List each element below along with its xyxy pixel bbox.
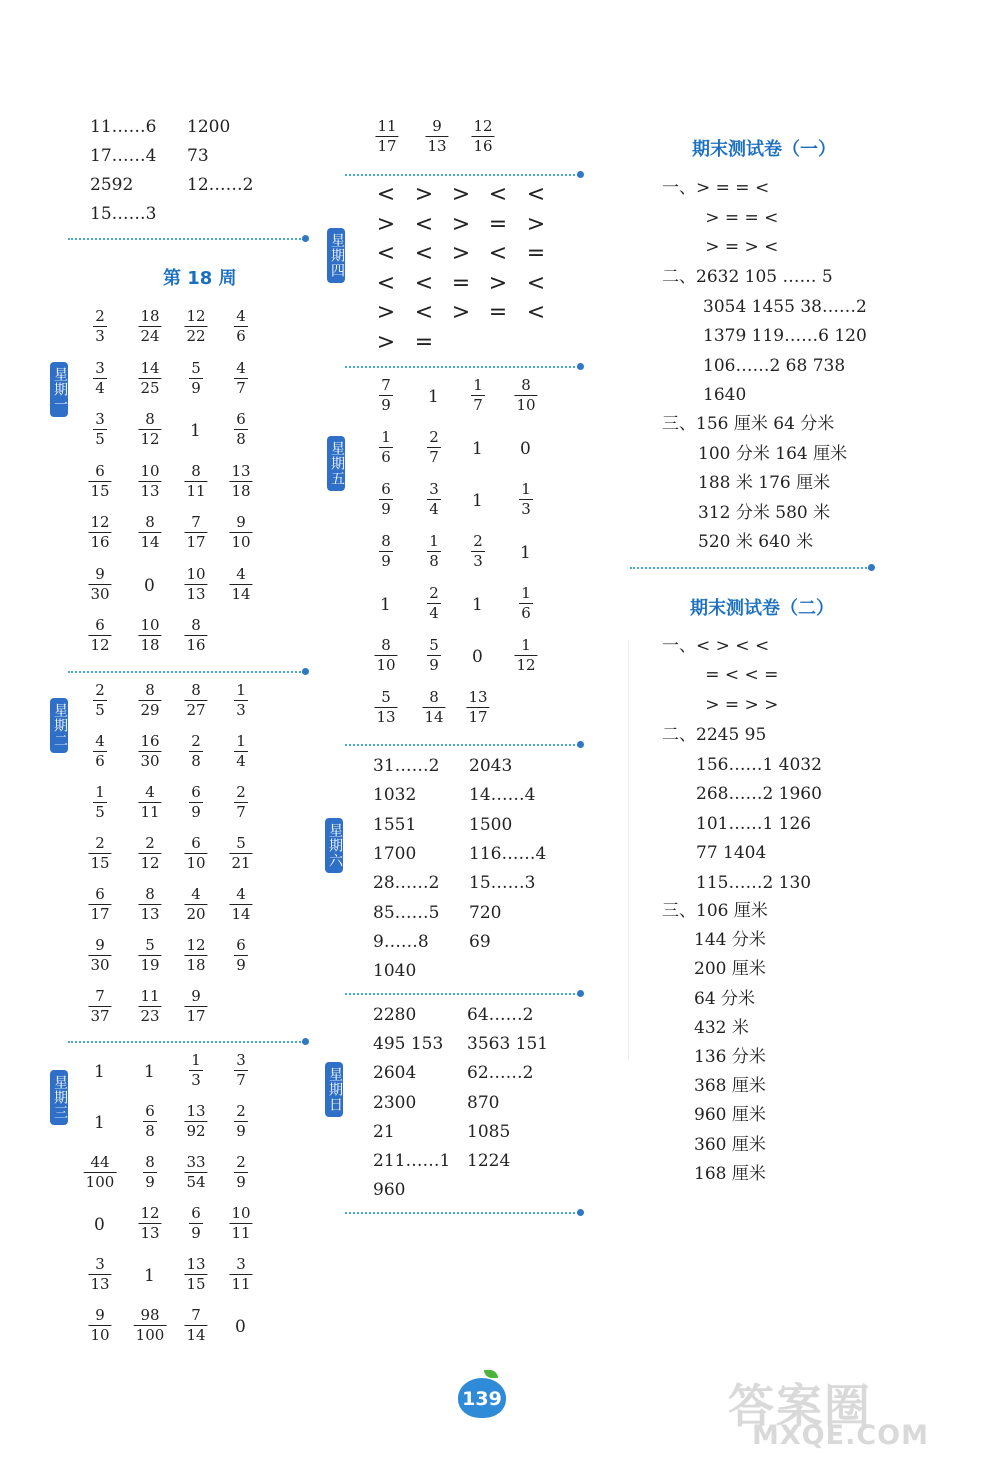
fraction: 6 9 [189, 1205, 203, 1242]
answer-text: 28……2 [373, 873, 440, 894]
fraction: 6 9 [189, 784, 203, 821]
exam1-title: 期末测试卷（一） [692, 139, 836, 160]
answer-text: 62……2 [467, 1063, 534, 1084]
answer-text: 一、> = = < [662, 178, 770, 198]
section-divider [345, 1212, 579, 1214]
fraction: 10 13 [140, 461, 160, 500]
comparison-symbol: < [526, 182, 546, 207]
fraction: 44 100 [85, 1153, 115, 1191]
watermark-brand: 答案圈 [728, 1379, 872, 1433]
fraction: 6 15 [90, 461, 110, 500]
fraction: 4 7 [234, 360, 248, 397]
fraction: 8 10 [516, 376, 536, 414]
section-divider [68, 1041, 304, 1043]
section-divider [68, 671, 304, 673]
fraction: 1 8 [427, 533, 441, 570]
comparison-symbol: > [451, 211, 471, 237]
answer-text: 三、156 厘米 64 分米 [662, 414, 835, 434]
fraction: 2 5 [93, 682, 107, 719]
page-number: 139 [458, 1378, 506, 1418]
fraction: 6 10 [186, 834, 206, 872]
comparison-symbol: < [488, 241, 508, 266]
answer-text: 2300 [373, 1092, 417, 1113]
comparison-symbol: > [451, 182, 471, 207]
fraction: 8 14 [424, 688, 444, 726]
answer-text: 0 [144, 575, 155, 596]
fraction: 6 12 [90, 616, 110, 654]
answer-text: 0 [520, 439, 531, 459]
answer-text: 115……2 130 [696, 872, 812, 893]
answer-text: 2592 [90, 175, 134, 195]
answer-text: 360 厘米 [694, 1134, 766, 1155]
answer-text: 69 [469, 931, 491, 952]
fraction: 3 4 [427, 481, 441, 518]
answer-text: 一、< > < < [662, 636, 770, 656]
fraction: 8 27 [186, 681, 206, 719]
fraction: 9 10 [231, 513, 251, 551]
fraction: 6 8 [234, 411, 248, 448]
answer-text: 1040 [373, 961, 417, 982]
watermark-url: MXQE.COM [752, 1420, 929, 1451]
fraction: 3 13 [90, 1255, 110, 1293]
fraction: 7 14 [186, 1306, 206, 1344]
fraction: 10 11 [231, 1204, 251, 1242]
fraction: 4 6 [234, 308, 248, 345]
fraction: 7 9 [379, 377, 393, 414]
fraction: 9 30 [90, 564, 110, 603]
answer-text: 12……2 [187, 175, 254, 195]
answer-text: 二、2245 95 [662, 725, 767, 745]
fraction: 3 11 [231, 1255, 251, 1293]
fraction: 8 29 [140, 681, 160, 719]
fraction: 2 15 [90, 834, 110, 872]
day-tab-thursday: 星期四 [327, 228, 345, 283]
fraction: 9 30 [90, 936, 110, 974]
answer-text: 100 分米 164 厘米 [698, 443, 848, 464]
comparison-symbol: < [414, 300, 434, 325]
answer-text: 1200 [187, 117, 231, 137]
answer-text: 960 厘米 [694, 1105, 766, 1126]
section-divider [345, 993, 579, 995]
day-tab-sunday: 星期日 [325, 1062, 343, 1117]
fraction: 1 5 [93, 784, 107, 821]
answer-text: 17……4 [90, 146, 157, 166]
answer-text: 2280 [373, 1005, 417, 1025]
fraction: 1 3 [519, 481, 533, 518]
fraction: 13 15 [186, 1255, 206, 1293]
fraction: 13 92 [186, 1102, 206, 1140]
section-divider [630, 567, 870, 569]
fraction: 6 8 [143, 1103, 157, 1140]
fraction: 2 7 [427, 429, 441, 466]
answer-text: 1 [380, 595, 391, 615]
answer-text: > = = < [662, 207, 779, 228]
answer-text: 1 [144, 1062, 155, 1082]
answer-text: 1 [190, 421, 201, 441]
answer-text: 0 [235, 1317, 246, 1337]
day-tab-wednesday: 星期三 [50, 1070, 68, 1125]
fraction: 18 24 [140, 307, 160, 345]
comparison-symbol: < [414, 211, 434, 237]
fraction: 12 18 [186, 936, 206, 974]
answer-text: 1085 [467, 1121, 511, 1142]
fraction: 12 13 [140, 1204, 160, 1242]
fraction: 2 3 [471, 533, 485, 570]
fraction: 3 4 [93, 360, 107, 397]
fraction: 14 25 [140, 358, 160, 397]
answer-text: 11……6 [90, 117, 157, 137]
fraction: 1 4 [234, 733, 248, 770]
fraction: 5 19 [140, 936, 160, 974]
answer-text: 1 [428, 387, 439, 407]
day-tab-friday: 星期五 [327, 436, 345, 491]
answer-text: 168 厘米 [694, 1163, 766, 1184]
fraction: 11 17 [377, 117, 397, 155]
fraction: 10 13 [186, 564, 206, 603]
fraction: 8 9 [143, 1154, 157, 1191]
answer-text: 368 厘米 [694, 1076, 766, 1097]
fraction: 5 9 [189, 360, 203, 397]
answer-text: 720 [469, 902, 502, 923]
answer-text: 64 分米 [694, 988, 756, 1009]
answer-text: 85……5 [373, 902, 440, 923]
answer-text: > = > < [662, 237, 779, 257]
answer-text: 960 [373, 1180, 406, 1201]
answer-text: 1700 [373, 843, 417, 864]
comparison-symbol: = [414, 329, 434, 355]
answer-text: 211……1 [373, 1151, 451, 1171]
fraction: 13 17 [468, 688, 488, 726]
answer-text: 1 [94, 1062, 105, 1082]
answer-text: 1500 [469, 814, 513, 835]
answer-text: 870 [467, 1092, 500, 1113]
comparison-symbol: < [526, 300, 546, 325]
comparison-symbol: < [376, 182, 396, 207]
fraction: 8 11 [186, 461, 206, 500]
answer-text: 144 分米 [694, 930, 766, 951]
answer-text: 1224 [467, 1151, 511, 1171]
fraction: 1 6 [379, 429, 393, 466]
fraction: 33 54 [186, 1153, 206, 1191]
fraction: 4 14 [231, 885, 251, 923]
fraction: 1 6 [519, 585, 533, 622]
comparison-symbol: < [376, 241, 396, 266]
comparison-symbol: > [376, 329, 396, 355]
answer-text: 188 米 176 厘米 [698, 473, 831, 493]
answer-text: 1 [472, 439, 483, 459]
answer-text: 268……2 1960 [696, 784, 822, 804]
fraction: 4 20 [186, 885, 206, 923]
section-divider [345, 366, 579, 368]
comparison-symbol: > [526, 211, 546, 237]
comparison-symbol: > [376, 211, 396, 237]
fraction: 1 7 [471, 377, 485, 414]
answer-text: 312 分米 580 米 [698, 502, 831, 523]
answer-text: = < < = [662, 665, 779, 686]
comparison-symbol: < [526, 270, 546, 296]
fraction: 10 18 [140, 616, 160, 654]
fraction: 5 21 [231, 834, 251, 872]
answer-text: 77 1404 [696, 843, 767, 863]
answer-text: 432 米 [694, 1017, 749, 1038]
answer-text: 1032 [373, 785, 417, 806]
comparison-symbol: = [488, 211, 508, 237]
answer-text: 156……1 4032 [696, 754, 822, 775]
fraction: 7 17 [186, 513, 206, 551]
fraction: 16 30 [140, 732, 160, 770]
answer-text: 1551 [373, 814, 417, 835]
answer-text: 1 [472, 595, 483, 615]
fraction: 7 37 [90, 987, 110, 1025]
comparison-symbol: < [414, 270, 434, 296]
answer-text: 21 [373, 1121, 395, 1142]
day-tab-saturday: 星期六 [325, 818, 343, 873]
comparison-symbol: = [488, 300, 508, 325]
fraction: 12 22 [186, 307, 206, 345]
fraction: 6 9 [234, 937, 248, 974]
answer-text: 3054 1455 38……2 [703, 296, 867, 317]
column-rule [628, 640, 629, 1060]
day-tab-monday: 星期一 [50, 362, 68, 417]
answer-text: 1 [94, 1113, 105, 1133]
fraction: 13 18 [231, 461, 251, 500]
comparison-symbol: > [488, 270, 508, 296]
answer-text: 31……2 [373, 756, 440, 776]
fraction: 8 14 [140, 513, 160, 551]
day-tab-tuesday: 星期二 [50, 698, 68, 753]
comparison-symbol: > [414, 182, 434, 207]
comparison-symbol: < [414, 241, 434, 266]
fraction: 2 8 [189, 733, 203, 770]
fraction: 2 3 [93, 308, 107, 345]
fraction: 12 16 [90, 513, 110, 551]
answer-text: 1379 119……6 120 [703, 326, 867, 346]
fraction: 2 7 [234, 784, 248, 821]
apple-leaf-icon [484, 1370, 498, 1378]
exam2-title: 期末测试卷（二） [690, 598, 834, 619]
fraction: 8 13 [140, 885, 160, 923]
answer-text: 495 153 [373, 1034, 444, 1055]
answer-text: 73 [187, 146, 209, 166]
answer-text: 1 [144, 1266, 155, 1286]
answer-text: 15……3 [90, 204, 157, 224]
answer-text: 520 米 640 米 [698, 532, 814, 552]
fraction: 1 3 [234, 682, 248, 719]
answer-text: 200 厘米 [694, 959, 766, 980]
fraction: 4 14 [231, 564, 251, 603]
fraction: 8 9 [379, 533, 393, 570]
answer-text: 2043 [469, 756, 513, 776]
fraction: 8 16 [186, 616, 206, 654]
fraction: 2 12 [140, 834, 160, 872]
fraction: 2 9 [234, 1103, 248, 1140]
answer-text: 二、2632 105 …… 5 [662, 267, 833, 287]
fraction: 3 5 [93, 411, 107, 448]
answer-text: 1640 [703, 385, 747, 405]
fraction: 12 16 [473, 117, 493, 155]
comparison-symbol: > [376, 300, 396, 325]
section-divider [345, 174, 579, 176]
answer-text: 0 [94, 1215, 105, 1235]
fraction: 2 9 [234, 1154, 248, 1191]
answer-text: 3563 151 [467, 1034, 549, 1055]
comparison-symbol: > [451, 300, 471, 325]
answer-text: 101……1 126 [696, 813, 812, 834]
fraction: 98 100 [135, 1306, 165, 1344]
fraction: 4 6 [93, 733, 107, 770]
fraction: 8 10 [376, 636, 396, 674]
answer-text: 1 [520, 543, 531, 563]
fraction: 9 10 [90, 1306, 110, 1344]
answer-text: 14……4 [469, 785, 536, 806]
fraction: 9 13 [427, 117, 447, 155]
comparison-symbol: < [376, 270, 396, 296]
answer-text: 0 [472, 647, 483, 667]
answer-text: > = > > [662, 694, 779, 715]
fraction: 9 17 [186, 987, 206, 1025]
fraction: 1 12 [516, 636, 536, 674]
fraction: 1 3 [189, 1052, 203, 1089]
answer-text: 9……8 [373, 931, 429, 952]
week-title: 第 18 周 [163, 268, 237, 289]
section-divider [345, 744, 579, 746]
answer-text: 64……2 [467, 1005, 534, 1025]
answer-text: 三、106 厘米 [662, 901, 768, 921]
comparison-symbol: = [451, 270, 471, 296]
fraction: 11 23 [140, 987, 160, 1025]
fraction: 6 17 [90, 885, 110, 923]
fraction: 3 7 [234, 1052, 248, 1089]
fraction: 2 4 [427, 585, 441, 622]
comparison-symbol: < [488, 182, 508, 207]
fraction: 5 13 [376, 688, 396, 726]
fraction: 5 9 [427, 637, 441, 674]
answer-text: 106……2 68 738 [703, 355, 846, 376]
answer-text: 15……3 [469, 873, 536, 894]
comparison-symbol: > [451, 241, 471, 266]
section-divider [68, 238, 304, 240]
fraction: 8 12 [140, 410, 160, 448]
answer-text: 116……4 [469, 843, 547, 864]
answer-text: 136 分米 [694, 1047, 766, 1067]
answer-text: 1 [472, 491, 483, 511]
fraction: 4 11 [140, 783, 160, 821]
fraction: 6 9 [379, 481, 393, 518]
answer-text: 2604 [373, 1063, 417, 1084]
comparison-symbol: = [526, 241, 546, 266]
